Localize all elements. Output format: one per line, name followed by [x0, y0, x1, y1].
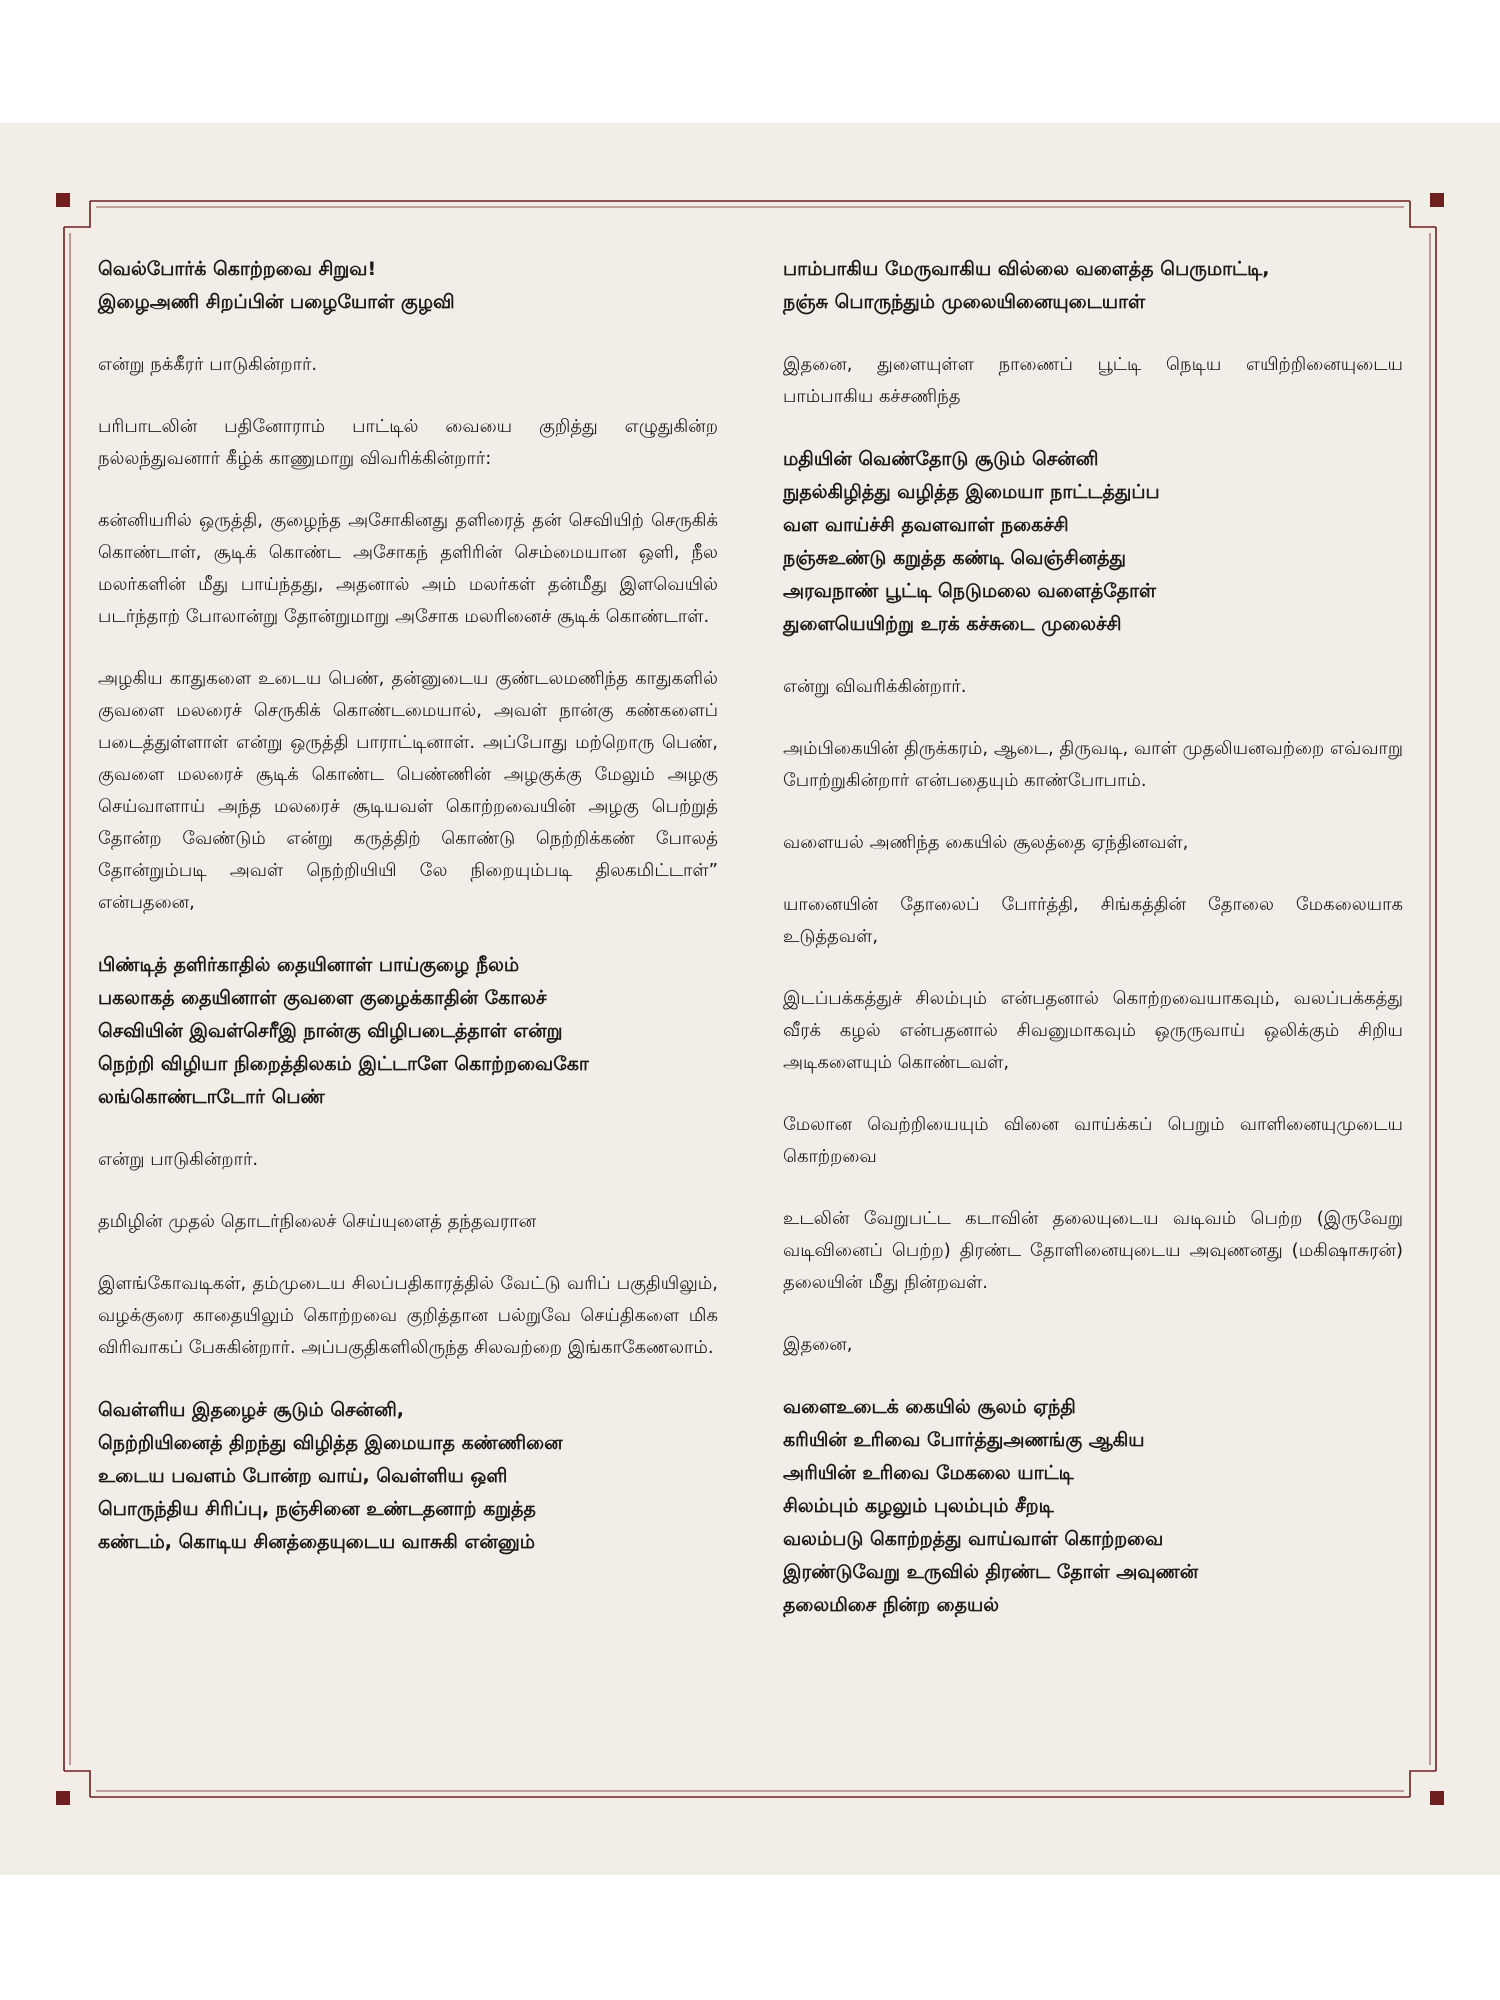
paragraph: உடலின் வேறுபட்ட கடாவின் தலையுடைய வடிவம் பெற்ற (இருவேறு வடிவினைப் பெற்ற) திரண்ட தோளினையுடைய அவுணனது (மகிஷாசுரன்) தலையின் மீது நின்றவள்.	[783, 1208, 1403, 1293]
corner-ornament-top-right	[1430, 193, 1444, 207]
verse-line: மதியின் வெண்தோடு சூடும் சென்னி	[783, 448, 1099, 470]
verse-line: உடைய பவளம் போன்ற வாய், வெள்ளிய ஒளி	[98, 1465, 508, 1487]
left-column	[98, 253, 718, 1589]
paragraph: தமிழின் முதல் தொடர்நிலைச் செய்யுளைத் தந்தவரான	[98, 1211, 537, 1232]
verse-line: கண்டம், கொடிய சினத்தையுடைய வாசுகி என்னும்	[98, 1531, 536, 1553]
verse-line: இரண்டுவேறு உருவில் திரண்ட தோள் அவுணன்	[783, 1561, 1199, 1583]
verse-block	[783, 253, 1403, 319]
verse-line: தலைமிசை நின்ற தையல்	[783, 1594, 1000, 1616]
verse-line: இழைஅணி சிறப்பின் பழையோள் குழவி	[98, 291, 455, 313]
verse-line: கரியின் உரிவை போர்த்துஅணங்கு ஆகிய	[783, 1429, 1145, 1451]
paragraph: பரிபாடலின் பதினோராம் பாட்டில் வையை குறித்து எழுதுகின்ற நல்லந்துவனார் கீழ்க் காணுமாறு விவரிக்கின்றார்:	[98, 416, 718, 469]
paragraph: மேலான வெற்றியையும் வினை வாய்க்கப் பெறும் வாளினையுமுடைய கொற்றவை	[783, 1114, 1403, 1167]
verse-line: செவியின் இவள்செரீஇ நான்கு விழிபடைத்தாள் என்று	[98, 1020, 563, 1042]
verse-block	[98, 1394, 718, 1559]
paragraph: வளையல் அணிந்த கையில் சூலத்தை ஏந்தினவள்,	[783, 832, 1189, 853]
paragraph: இளங்கோவடிகள், தம்முடைய சிலப்பதிகாரத்தில் வேட்டு வரிப் பகுதியிலும், வழக்குரை காதையிலும் கொற்றவை குறித்தான பல்றுவே செய்திகளை மிக விரிவாகப் பேசுகின்றார். அப்பகுதிகளிலிருந்த சிலவற்றை இங்காகேணலாம்.	[98, 1273, 718, 1358]
paragraph: என்று நக்கீரர் பாடுகின்றார்.	[98, 354, 318, 375]
verse-line: சிலம்பும் கழலும் புலம்பும் சீறடி	[783, 1495, 1054, 1517]
verse-block	[783, 1391, 1403, 1622]
verse-line: பொருந்திய சிரிப்பு, நஞ்சினை உண்டதனாற் கறுத்த	[98, 1498, 536, 1520]
verse-line: அரியின் உரிவை மேகலை யாட்டி	[783, 1462, 1074, 1484]
verse-block	[98, 253, 718, 319]
verse-line: வளைஉடைக் கையில் சூலம் ஏந்தி	[783, 1396, 1076, 1418]
verse-line: துளையெயிற்று உரக் கச்சுடை முலைச்சி	[783, 613, 1122, 635]
paragraph: இதனை, துளையுள்ள நாணைப் பூட்டி நெடிய எயிற்றினையுடைய பாம்பாகிய கச்சணிந்த	[783, 354, 1403, 407]
paragraph: என்று பாடுகின்றார்.	[98, 1149, 259, 1170]
verse-line: வெல்போர்க் கொற்றவை சிறுவ!	[98, 258, 377, 280]
verse-line: நெற்றியினைத் திறந்து விழித்த இமையாத கண்ணினை	[98, 1432, 563, 1454]
verse-line: பாம்பாகிய மேருவாகிய வில்லை வளைத்த பெருமாட்டி,	[783, 258, 1270, 280]
verse-line: பகலாகத் தையினாள் குவளை குழைக்காதின் கோலச்	[98, 987, 547, 1009]
verse-line: வெள்ளிய இதழைச் சூடும் சென்னி,	[98, 1399, 405, 1421]
verse-block	[783, 443, 1403, 641]
paragraph: கன்னியரில் ஒருத்தி, குழைந்த அசோகினது தளிரைத் தன் செவியிற் செருகிக் கொண்டாள், சூடிக் கொண்ட அசோகந் தளிரின் செம்மையான ஒளி, நீல மலர்களின் மீது பாய்ந்தது, அதனால் அம் மலர்கள் தன்மீது இளவெயில் படர்ந்தாற் போலான்று தோன்றுமாறு அசோக மலரினைச் சூடிக் கொண்டாள்.	[98, 510, 718, 627]
right-column	[783, 253, 1403, 1652]
paragraph: யானையின் தோலைப் போர்த்தி, சிங்கத்தின் தோலை மேகலையாக உடுத்தவள்,	[783, 894, 1403, 947]
verse-line: நஞ்சுஉண்டு கறுத்த கண்டி வெஞ்சினத்து	[783, 547, 1126, 569]
corner-ornament-top-left	[56, 193, 70, 207]
paragraph: என்று விவரிக்கின்றார்.	[783, 676, 967, 697]
verse-block	[98, 949, 718, 1114]
page	[0, 123, 1500, 1875]
verse-line: வலம்படு கொற்றத்து வாய்வாள் கொற்றவை	[783, 1528, 1164, 1550]
corner-ornament-bottom-left	[56, 1791, 70, 1805]
verse-line: அரவநாண் பூட்டி நெடுமலை வளைத்தோள்	[783, 580, 1157, 602]
paragraph: அழகிய காதுகளை உடைய பெண், தன்னுடைய குண்டலமணிந்த காதுகளில் குவளை மலரைச் செருகிக் கொண்டமையால், அவள் நான்கு கண்களைப் படைத்துள்ளாள் என்று ஒருத்தி பாராட்டினாள். அப்போது மற்றொரு பெண், குவளை மலரைச் சூடிக் கொண்ட பெண்ணின் அழகுக்கு மேலும் அழகு செய்வாளாய் அந்த மலரைச் சூடியவள் கொற்றவையின் அழகு பெற்றுத் தோன்ற வேண்டும் என்று கருத்திற் கொண்டு நெற்றிக்கண் போலத் தோன்றும்படி அவள் நெற்றியியி லே நிறையும்படி திலகமிட்டாள்” என்பதனை,	[98, 668, 718, 913]
verse-line: பிண்டித் தளிர்காதில் தையினாள் பாய்குழை நீலம்	[98, 954, 520, 976]
paragraph: இதனை,	[783, 1334, 853, 1355]
verse-line: நெற்றி விழியா நிறைத்திலகம் இட்டாளே கொற்றவைகோ	[98, 1053, 589, 1075]
verse-line: நஞ்சு பொருந்தும் முலையினையுடையாள்	[783, 291, 1146, 313]
verse-line: நுதல்கிழித்து வழித்த இமையா நாட்டத்துப்ப	[783, 481, 1160, 503]
paragraph: அம்பிகையின் திருக்கரம், ஆடை, திருவடி, வாள் முதலியனவற்றை எவ்வாறு போற்றுகின்றார் என்பதையும் காண்போபாம்.	[783, 738, 1403, 791]
corner-ornament-bottom-right	[1430, 1791, 1444, 1805]
paragraph: இடப்பக்கத்துச் சிலம்பும் என்பதனால் கொற்றவையாகவும், வலப்பக்கத்து வீரக் கழல் என்பதனால் சிவனுமாகவும் ஒருருவாய் ஒலிக்கும் சிறிய அடிகளையும் கொண்டவள்,	[783, 988, 1403, 1073]
verse-line: வள வாய்ச்சி தவளவாள் நகைச்சி	[783, 514, 1069, 536]
verse-line: லங்கொண்டாடோர் பெண்	[98, 1086, 325, 1108]
